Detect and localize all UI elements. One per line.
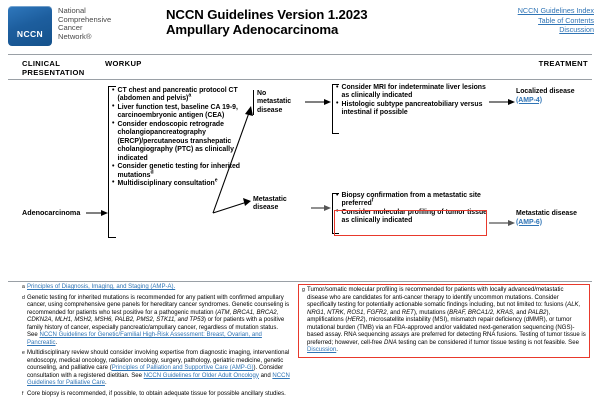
footnote-e-text-1: Multidisciplinary review should consider involving expertise from diagnostic imaging, interventional endoscopy, medical oncology, radiation oncology, surgery, pathology, geriatric medicine, genetic counseling, and palliative care ( <box>27 350 290 371</box>
logo-word-line-4: Network® <box>58 31 92 41</box>
logo-word-line-2: Comprehensive <box>58 14 112 24</box>
workup-item-5-text: Multidisciplinary consultation <box>117 179 215 187</box>
footnote-g-genes-3: BRAF, BRCA1/2, KRAS, <box>449 309 515 316</box>
workup-item-4-footnote-mark: d <box>150 169 154 176</box>
footnote-g-text-1: Tumor/somatic molecular profiling is recommended for patients with locally advanced/metastatic disease who are candidates for anti-cancer therapy to identify uncommon mutations. Consider specifically testing for potentially actionable somatic findings including, but not limited to: fusions ( <box>307 287 568 308</box>
footnote-d-gene-list: ATM, BRCA1, BRCA2, CDKN2A, MLH1, MSH2, MSH6, PALB2, PMS2, STK11, and TP53 <box>27 309 279 323</box>
link-table-of-contents[interactable]: Table of Contents <box>538 15 594 25</box>
nccn-logo-wordmark <box>58 6 111 41</box>
workup-item-5-footnote-mark: e <box>214 177 218 184</box>
footnote-f-mark: f <box>22 390 24 397</box>
treatment-localized-label: Localized disease <box>516 88 575 95</box>
logo-word-line-1: National <box>58 6 86 15</box>
footnote-d-text-1: Genetic testing for inherited mutations is recommended for any patient with confirmed ampullary cancer, using comprehensive gene panels for hereditary cancer syndromes. Genetic counseling is recommended for patients who test positive for a pathogenic mutation ( <box>27 294 290 316</box>
header-links <box>518 6 594 35</box>
no-mets-item-2 <box>336 101 486 118</box>
footnote-d-text-2: ) or for patients with a positive family history of cancer, especially pancreatic/ampullary cancer, regardless of mutation status. See <box>27 317 285 338</box>
node-metastatic-disease: Metastatic disease <box>253 196 287 212</box>
link-guidelines-index[interactable]: NCCN Guidelines Index <box>517 6 594 15</box>
nccn-logo-badge <box>8 6 52 46</box>
node-no-metastatic-disease: No metastatic disease <box>253 90 301 115</box>
mets-workup-items <box>336 192 488 226</box>
footnote-e-link-palliation[interactable]: Principles of Palliation and Supportive Care (AMP-G) <box>111 365 254 371</box>
footnote-e <box>22 350 290 388</box>
footnote-d-text-3: . <box>55 339 58 346</box>
no-mets-item-1-text: Consider MRI for indeterminate liver lesions as clinically indicated <box>341 84 486 100</box>
footnote-g <box>302 287 586 355</box>
footnote-f <box>22 391 290 399</box>
mets-item-2-text: Consider molecular profiling of tumor tissue as clinically indicated <box>341 208 487 225</box>
column-header-treatment: TREATMENT <box>538 59 588 68</box>
footnote-g-genes-6: DNA <box>383 339 397 346</box>
no-mets-item-2-text: Histologic subtype pancreatobiliary versus intestinal if possible <box>341 100 483 117</box>
footnote-divider <box>8 281 592 282</box>
footnote-g-text-6: ), microsatellite instability (MSI), mismatch repair deficiency (dMMR), or tumor mutational burden (TMB) via an FDA-approved and/or validated next-generation sequencing (NGS)-based assay. RNA sequencing assays are preferred for detecting RNA fusions. Testing of tumor tissue is preferred; however, cell-free <box>307 317 586 346</box>
footnote-d-link[interactable]: NCCN Guidelines for Genetic/Familial High-Risk Assessment: Breast, Ovarian, and Pancreatic <box>27 332 262 346</box>
footnote-g-box <box>298 284 590 358</box>
workup-item-5 <box>112 177 248 188</box>
node-treatment-metastatic <box>516 210 577 227</box>
footnote-g-text-2: and <box>388 309 402 316</box>
column-header-workup: WORKUP <box>105 59 142 68</box>
workup-item-4-text: Consider genetic testing for inherited mutations <box>117 163 241 179</box>
workup-item-3 <box>112 121 248 163</box>
header-divider <box>8 54 592 55</box>
workup-item-1-text: CT chest and pancreatic protocol CT (abdomen and pelvis) <box>117 87 238 103</box>
page-title <box>166 7 367 37</box>
mets-item-2 <box>336 209 488 226</box>
footnote-g-genes-1: ALK, NRG1, NTRK, ROS1, FGFR2, <box>307 302 581 316</box>
link-discussion[interactable]: Discussion <box>559 25 594 35</box>
column-header-clinical-line1: CLINICAL <box>22 59 61 68</box>
workup-item-1-footnote-mark: a <box>188 93 192 100</box>
node-treatment-localized <box>516 88 575 105</box>
mets-item-1-text: Biopsy confirmation from a metastatic site preferred <box>341 192 481 208</box>
footnote-g-text-7: testing can be considered if tumor tissue testing is not feasible. See <box>396 339 579 346</box>
workup-item-1 <box>112 87 248 104</box>
footnote-g-mark: g <box>302 287 305 293</box>
page-title-line-1: NCCN Guidelines Version 1.2023 <box>166 7 368 22</box>
footnote-d-mark: d <box>22 294 25 301</box>
workup-item-2 <box>112 104 248 121</box>
treatment-metastatic-link[interactable]: (AMP-6) <box>516 218 543 226</box>
workup-item-2-text: Liver function test, baseline CA 19-9, carcinoembryonic antigen (CEA) <box>117 103 238 120</box>
algorithm-flow <box>0 80 600 280</box>
footnotes-section <box>0 284 600 411</box>
node-clinical-presentation: Adenocarcinoma <box>22 208 81 217</box>
treatment-metastatic-label: Metastatic disease <box>516 210 577 217</box>
footnote-a-link[interactable]: Principles of Diagnosis, Imaging, and Staging (AMP-A). <box>27 284 176 290</box>
nccn-logo <box>8 6 111 46</box>
footnote-e-text-3: and <box>258 372 273 379</box>
no-mets-workup-items <box>336 84 486 118</box>
footnote-g-text-5: ), amplifications ( <box>307 309 551 323</box>
footnotes-left-column <box>22 284 290 401</box>
mets-item-1-footnote-mark: f <box>371 198 374 205</box>
workup-item-4 <box>112 163 248 180</box>
workup-items <box>112 87 248 188</box>
footnote-a <box>22 284 290 292</box>
no-mets-item-1 <box>336 84 486 101</box>
footnote-e-mark: e <box>22 350 25 356</box>
footnote-g-text-3: ), mutations ( <box>413 309 450 316</box>
footnote-g-genes-4: PALB2 <box>528 309 547 316</box>
workup-item-3-text: Consider endoscopic retrograde cholangiopancreatography (ERCP)/percutaneous transhepatic cholangiography (PTC) as clinically indicated <box>117 120 234 162</box>
column-header-clinical-line2: PRESENTATION <box>22 68 85 77</box>
column-header-clinical-presentation <box>22 59 85 77</box>
footnote-g-genes-5: HER2 <box>347 317 364 323</box>
page-title-line-2: Ampullary Adenocarcinoma <box>166 22 339 37</box>
footnote-g-link-discussion[interactable]: Discussion <box>307 347 337 353</box>
page-header <box>0 0 600 52</box>
footnote-e-text-2: ). Consider consultation with a registered dietitian. See <box>27 365 284 379</box>
footnote-e-link-palliative[interactable]: NCCN Guidelines for Palliative Care <box>27 372 290 386</box>
footnote-f-text: Core biopsy is recommended, if possible, to obtain adequate tissue for possible ancillary studies. <box>27 390 286 397</box>
footnote-g-text-8: . <box>336 347 338 353</box>
footnote-e-text-4: . <box>104 380 107 386</box>
footnote-e-link-older-adult[interactable]: NCCN Guidelines for Older Adult Oncology <box>143 372 259 379</box>
footnote-g-genes-2: RET <box>401 309 414 316</box>
logo-word-line-3: Cancer <box>58 23 83 33</box>
treatment-localized-link[interactable]: (AMP-4) <box>516 96 543 104</box>
footnote-g-text-4: and <box>514 309 529 316</box>
nccn-logo-text: NCCN <box>16 29 44 39</box>
footnote-a-mark: a <box>22 284 25 290</box>
footnote-d <box>22 295 290 348</box>
mets-item-1 <box>336 192 488 209</box>
